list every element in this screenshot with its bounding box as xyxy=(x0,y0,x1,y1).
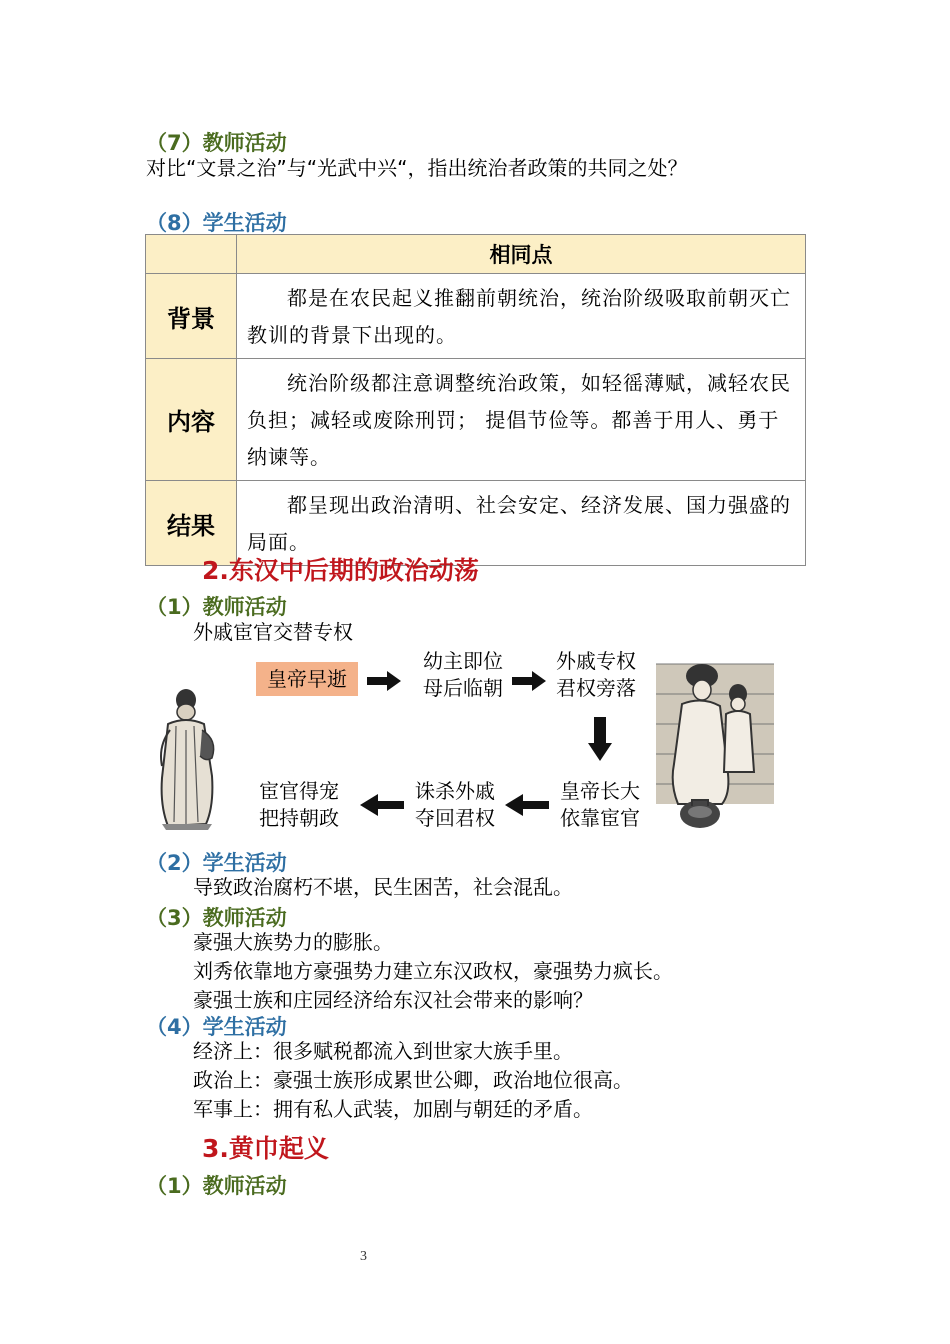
flow-step2-line1: 外戚专权 xyxy=(556,649,636,673)
empress-figure-icon xyxy=(656,654,774,834)
s2-q1-text: 外戚宦官交替专权 xyxy=(193,620,353,644)
down-arrow-icon xyxy=(588,717,612,761)
s2-q4-heading: （4）学生活动 xyxy=(146,1015,287,1039)
left-arrow-icon xyxy=(360,794,404,816)
table-header: 相同点 xyxy=(237,235,806,274)
row-label-background: 背景 xyxy=(146,274,237,359)
right-arrow-icon xyxy=(367,671,401,691)
q7-heading: （7）教师活动 xyxy=(146,131,287,155)
s2-q3-line: 豪强士族和庄园经济给东汉社会带来的影响？ xyxy=(193,988,593,1012)
flow-start-box: 皇帝早逝 xyxy=(256,662,358,696)
row-text-background: 都是在农民起义推翻前朝统治，统治阶级吸取前朝灭亡教训的背景下出现的。 xyxy=(237,274,806,359)
flow-step3 xyxy=(552,778,648,832)
s2-q4-line: 军事上：拥有私人武装，加剧与朝廷的矛盾。 xyxy=(193,1097,593,1121)
table-row xyxy=(146,274,806,359)
flow-step1-line2: 母后临朝 xyxy=(423,676,503,700)
section3-title: 3.黄巾起义 xyxy=(202,1134,329,1163)
q8-heading: （8）学生活动 xyxy=(146,211,287,235)
q7-question: 对比“文景之治”与“光武中兴“，指出统治者政策的共同之处？ xyxy=(146,156,688,180)
s2-q2-heading: （2）学生活动 xyxy=(146,851,287,875)
flow-step1 xyxy=(417,648,509,702)
flow-step3-line2: 依靠宦官 xyxy=(560,806,640,830)
table-corner xyxy=(146,235,237,274)
section2-title: 2.东汉中后期的政治动荡 xyxy=(202,556,479,585)
flow-step5 xyxy=(252,778,346,832)
row-text-result: 都呈现出政治清明、社会安定、经济发展、国力强盛的局面。 xyxy=(237,481,806,566)
page-number: 3 xyxy=(360,1249,367,1264)
flow-step5-line2: 把持朝政 xyxy=(259,806,339,830)
flow-step4-line2: 夺回君权 xyxy=(415,806,495,830)
flow-step4-line1: 诛杀外戚 xyxy=(415,779,495,803)
s2-q3-line: 豪强大族势力的膨胀。 xyxy=(193,930,393,954)
flow-step5-line1: 宦官得宠 xyxy=(259,779,339,803)
flow-step2 xyxy=(550,648,642,702)
eunuch-figure-icon xyxy=(148,686,226,832)
row-text-content: 统治阶级都注意调整统治政策，如轻徭薄赋，减轻农民负担；减轻或废除刑罚； 提倡节俭等。都善于用人、勇于纳谏等。 xyxy=(237,359,806,481)
comparison-table xyxy=(145,234,806,566)
row-label-result: 结果 xyxy=(146,481,237,566)
flow-step3-line1: 皇帝长大 xyxy=(560,779,640,803)
s2-q3-heading: （3）教师活动 xyxy=(146,906,287,930)
s2-q4-line: 经济上：很多赋税都流入到世家大族手里。 xyxy=(193,1039,573,1063)
s2-q2-text: 导致政治腐朽不堪，民生困苦，社会混乱。 xyxy=(193,875,573,899)
s3-q1-heading: （1）教师活动 xyxy=(146,1174,287,1198)
flow-step2-line2: 君权旁落 xyxy=(556,676,636,700)
s2-q3-line: 刘秀依靠地方豪强势力建立东汉政权，豪强势力疯长。 xyxy=(193,959,673,983)
flow-step4 xyxy=(408,778,502,832)
s2-q4-line: 政治上：豪强士族形成累世公卿，政治地位很高。 xyxy=(193,1068,633,1092)
flow-step1-line1: 幼主即位 xyxy=(423,649,503,673)
left-arrow-icon xyxy=(505,794,549,816)
table-row xyxy=(146,359,806,481)
right-arrow-icon xyxy=(512,671,546,691)
s2-q1-heading: （1）教师活动 xyxy=(146,595,287,619)
row-label-content: 内容 xyxy=(146,359,237,481)
